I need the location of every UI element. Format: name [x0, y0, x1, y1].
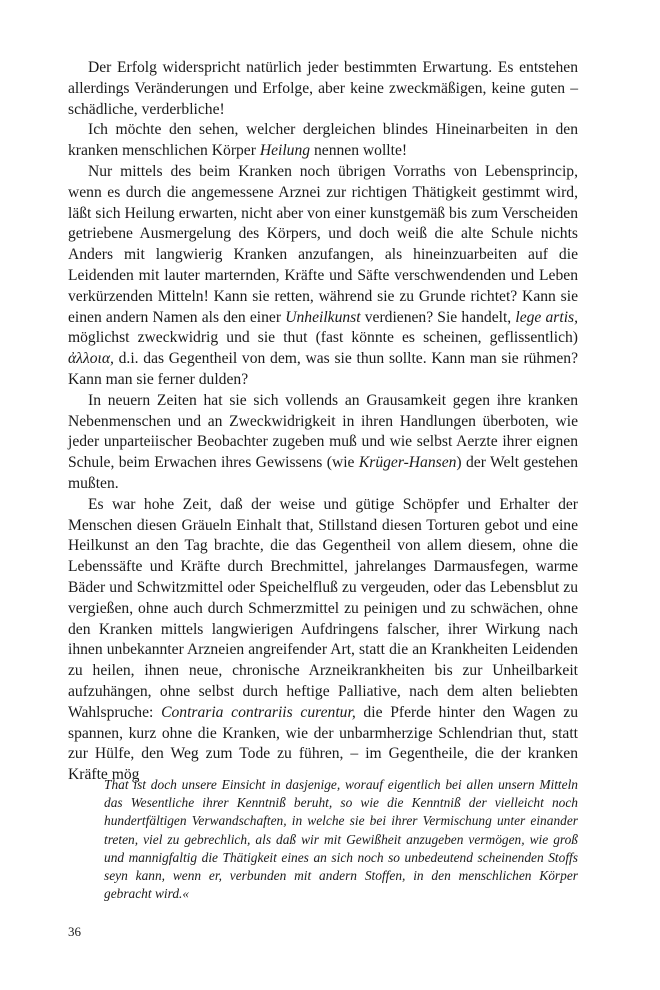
text-run: die Pferde hinter den Wagen zu spannen, kurz ohne die Kranken, wie der unbarmherzige Schlendrian thut, statt zur Hülfe, den Weg zum Tode zu führen, – im Gegentheile, die der kranken Kräfte mög: [68, 703, 579, 784]
text-run: In neuern Zeiten hat sie sich vollends an Grausamkeit gegen ihre kranken Nebenmenschen und an Zweckwidrigkeit in ihren Handlungen überboten, wie jeder unparteiischer Beobachter zugeben muß und wie selbst Aerzte ihrer eignen Schule, beim Erwachen ihres Gewissens (wie: [68, 391, 578, 472]
paragraph: [68, 58, 578, 120]
paragraph: [68, 391, 578, 495]
text-run: Es war hohe Zeit, daß der weise und gütige Schöpfer und Erhalter der Menschen diesen Gräueln Einhalt that, Stillstand diesen Torturen gebot und eine Heilkunst an den Tag brachte, die das Gegentheil von allem diesem, ohne die Lebenssäfte und Kräfte durch Brechmittel, jahrelanges Darmausfegen, warme Bäder und Schwitzmittel oder Speichelfluß zu vergeuden, oder das Lebensblut zu vergießen, ohne auch durch Schmerzmittel zu peinigen und zu schwächen, ohne den Kranken mittels langwierigen Aufdringens falscher, ihrer Wirkung nach ihnen unbekannter Arzneien angreifender Art, statt die an Krankheiten Leidenden zu heilen, ihnen neue, chronische Arzneikrankheiten bis zur Unheilbarkeit aufzuhängen, ohne selbst durch heftige Palliative, nach dem alten beliebten Wahlspruche:: [68, 495, 578, 721]
text-run: verdienen? Sie handelt,: [360, 308, 516, 326]
emphasis-unheilkunst: Unheilkunst: [285, 308, 361, 326]
main-text: [68, 58, 578, 786]
text-run: Der Erfolg widerspricht natürlich jeder bestimmten Erwartung. Es entstehen allerdings Veränderungen und Erfolge, aber keine zweckmäßigen, keine guten – schädliche, verderbliche!: [68, 59, 578, 118]
text-run: möglichst zweckwidrig und sie thut (fast könnte es scheinen, geflissentlich): [68, 329, 578, 347]
emphasis-lege-artis: lege artis,: [515, 308, 578, 326]
paragraph: [68, 120, 578, 162]
paragraph: [68, 495, 578, 786]
emphasis-heilung: Heilung: [259, 142, 311, 160]
emphasis-krueger-hansen: Krüger-Hansen: [358, 454, 457, 472]
emphasis-greek: ἀλλοια,: [68, 350, 114, 368]
footnote-block: [104, 776, 578, 903]
text-run: Ich möchte den sehen, welcher dergleichen blindes Hineinarbeiten in den kranken menschlichen Körper: [68, 121, 578, 160]
text-run: Nur mittels des beim Kranken noch übrigen Vorraths von Lebensprincip, wenn es durch die angemessene Arznei zur richtigen Thätigkeit gestimmt wird, läßt sich Heilung erwarten, nicht aber von einer kunstgemäß bis zum Verscheiden getriebene Ausmergelung des Körpers, und doch weiß die alte Schule nichts Anders mit langwierig Kranken anzufangen, als hineinzuarbeiten auf die Leidenden mit lauter marternden, Kräfte und Säfte verschwendenden und Leben verkürzenden Mitteln! Kann sie retten, während sie zu Grunde richtet? Kann sie einen andern Namen als den einer: [68, 162, 578, 326]
page-number: 36: [68, 924, 81, 939]
text-run: d.i. das Gegentheil von dem, was sie thun sollte. Kann man sie rühmen? Kann man sie ferner dulden?: [68, 350, 578, 388]
text-run: ) der Welt gestehen mußten.: [68, 454, 578, 492]
emphasis-contraria: Contraria contrariis curentur,: [161, 703, 356, 721]
footnote-text: That ist doch unsere Einsicht in dasjenige, worauf eigentlich bei allen unsern Mitteln das Wesentliche ihrer Kenntniß beruht, so wie die Kenntniß der vielleicht noch hundertfältigen Verwandschaften, in welche sie bei ihrer Vermischung unter einander treten, viel zu gebrechlich, als daß wir mit Gewißheit anzugeben vermögen, wie groß und mannigfaltig die Thätigkeit eines an sich noch so unbedeutend scheinenden Stoffs seyn kann, wenn er, verbunden mit andern Stoffen, in den menschlichen Körper gebracht wird.«: [104, 777, 578, 902]
text-run: nennen wollte!: [310, 142, 408, 160]
paragraph: [68, 162, 578, 391]
